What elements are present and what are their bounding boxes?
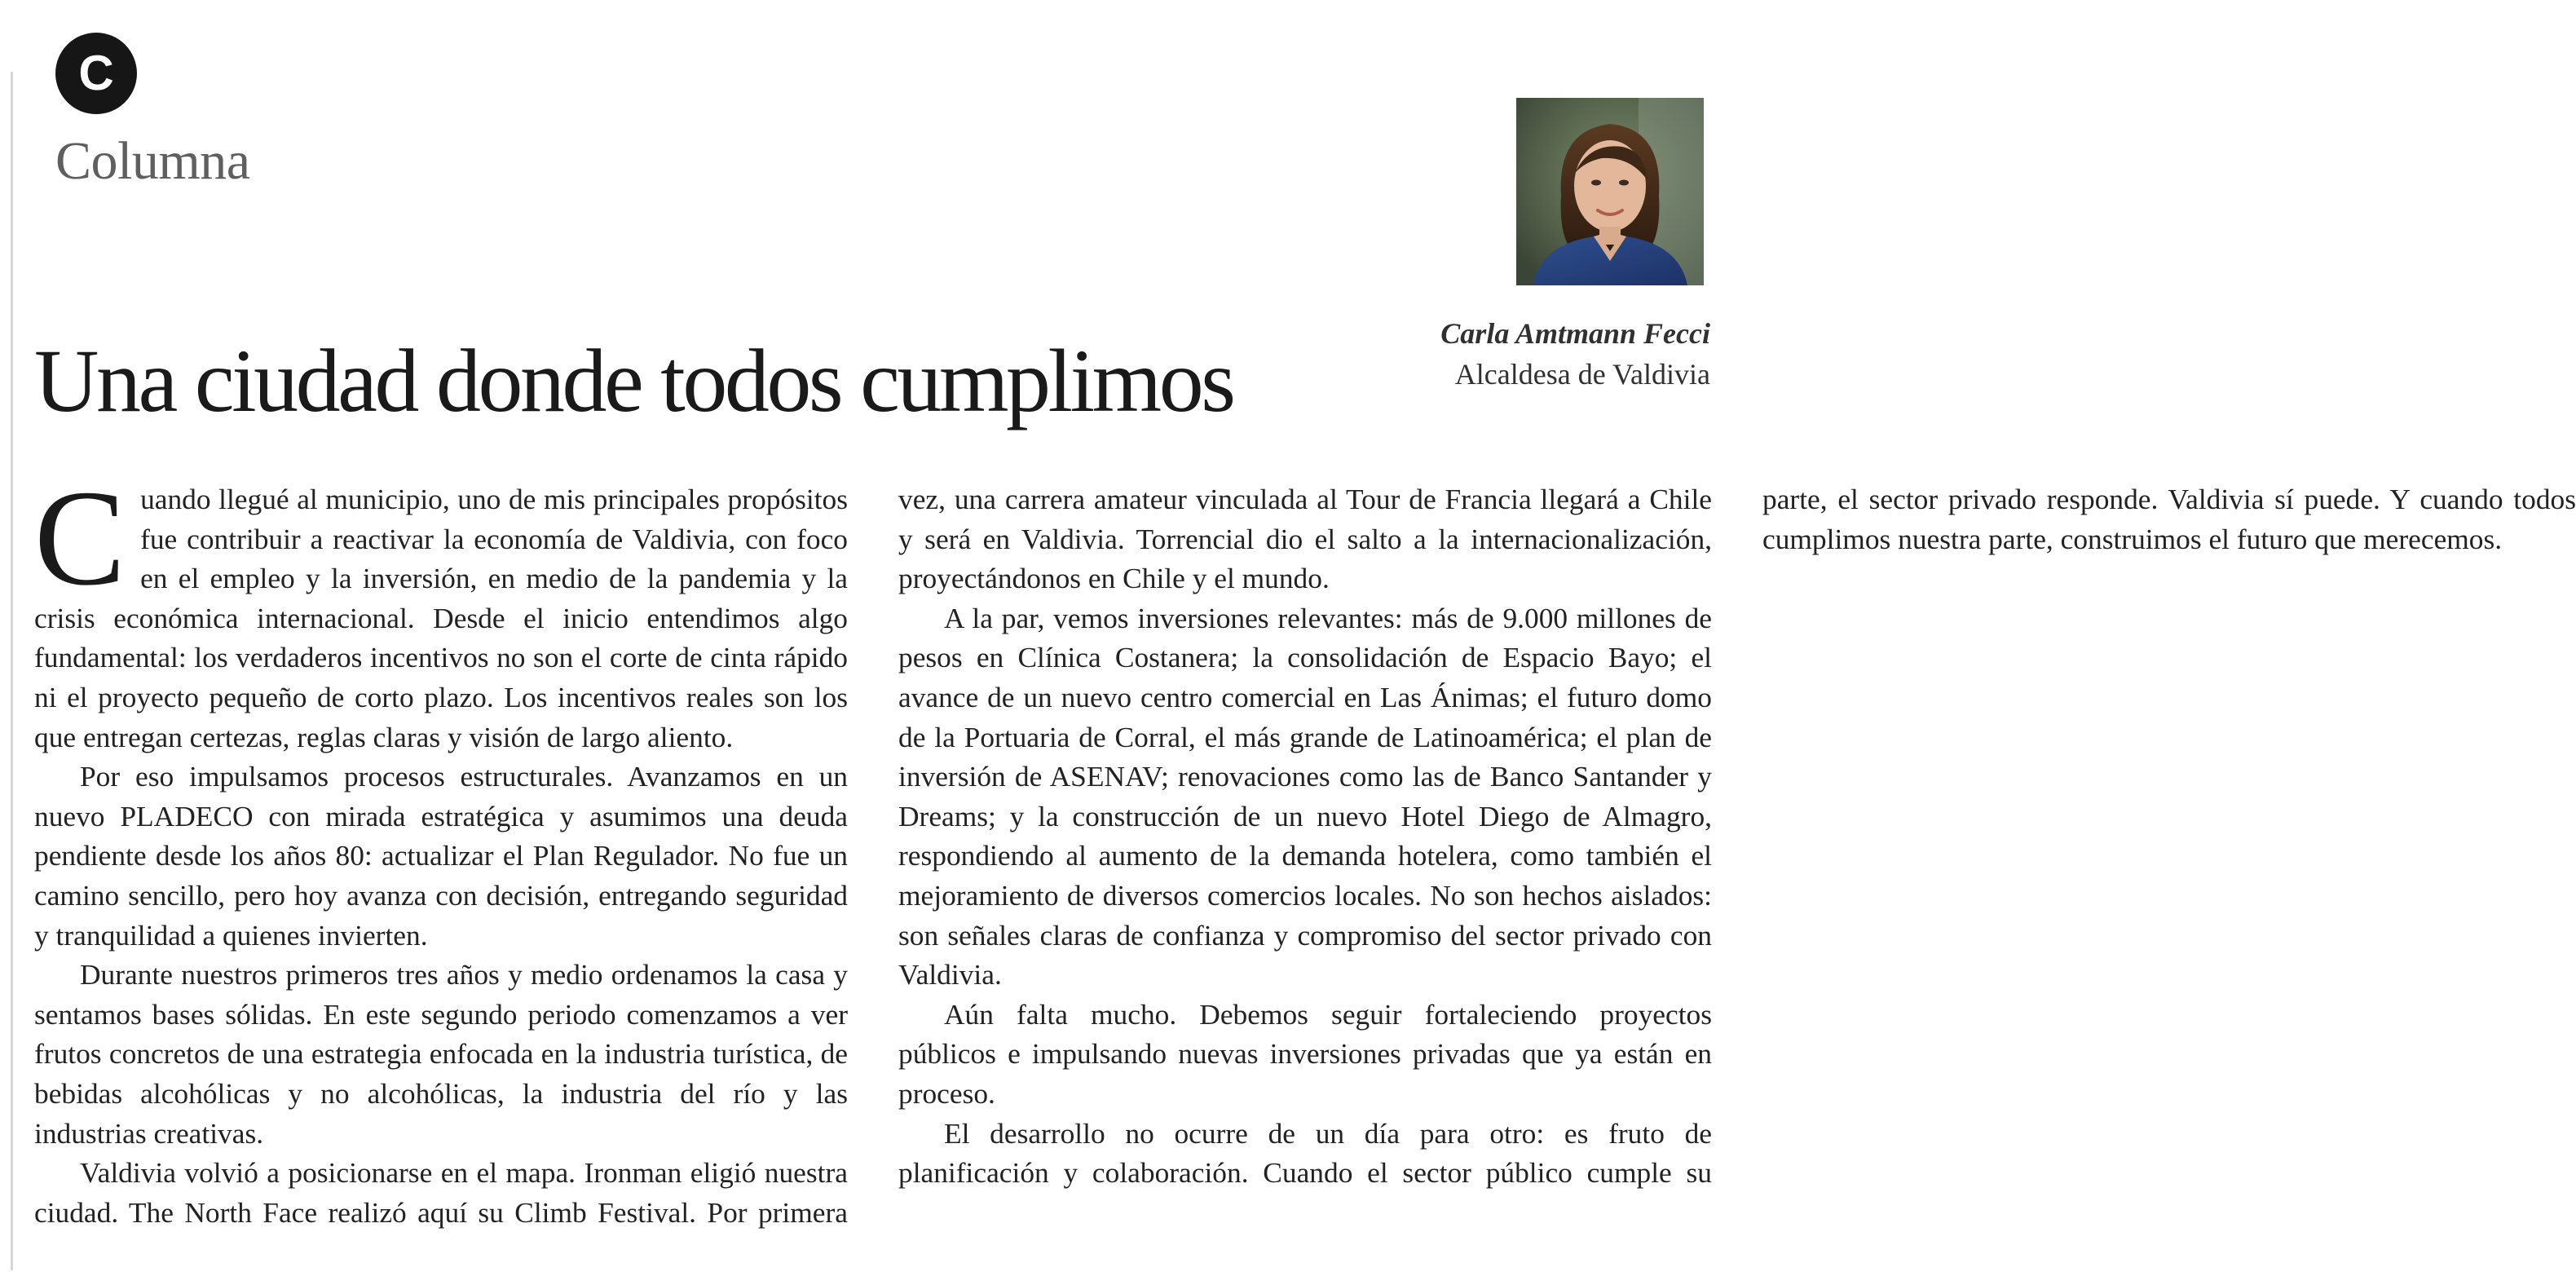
article-headline: Una ciudad donde todos cumplimos <box>34 331 1233 431</box>
author-photo <box>1516 98 1704 285</box>
article-paragraph: El desarrollo no ocurre de un día para otro: es fruto de planificación y colaboración. Cuando el sector público cumple su parte, el sector privado responde. Valdivia sí puede. Y cuando todos cumplimos nuestra parte, construimos el futuro que merecemos. <box>898 483 2576 1190</box>
first-paragraph-text: uando llegué al municipio, uno de mis principales propósitos fue contribuir a reactivar la economía de Valdivia, con foco en el empleo y la inversión, en medio de la pandemia y la crisis económica internacional. Desde el inicio entendimos algo fundamental: los verdaderos incentivos no son el corte de cinta rápido ni el proyecto pequeño de corto plazo. Los incentivos reales son los que entregan certezas, reglas claras y visión de largo aliento. <box>34 483 848 753</box>
left-margin-rule <box>11 72 13 1270</box>
section-badge-icon: C <box>55 33 137 114</box>
article-body <box>34 462 2576 1262</box>
article-paragraph: Valdivia volvió a posicionarse en el mapa. Ironman eligió nuestra ciudad. The North Face realizó aquí su Climb Festival. Por primera vez, una carrera amateur vinculada al Tour de Francia llegará a Chile y será en Valdivia. Torrencial dio el salto a la internacionalización, proyectándonos en Chile y el mundo. <box>34 483 1712 1229</box>
author-name: Carla Amtmann Fecci <box>1440 317 1710 350</box>
article-paragraph: A la par, vemos inversiones relevantes: más de 9.000 millones de pesos en Clínica Costanera; la consolidación de Espacio Bayo; el avance de un nuevo centro comercial en Las Ánimas; el futuro domo de la Portuaria de Corral, el más grande de Latinoamérica; el plan de inversión de ASENAV; renovaciones como las de Banco Santander y Dreams; y la construcción de un nuevo Hotel Diego de Almagro, respondiendo al aumento de la demanda hotelera, como también el mejoramiento de diversos comercios locales. No son hechos aislados: son señales claras de confianza y compromiso del sector privado con Valdivia. <box>898 601 1712 991</box>
article-paragraph: Por eso impulsamos procesos estructurales. Avanzamos en un nuevo PLADECO con mirada estratégica y asumimos una deuda pendiente desde los años 80: actualizar el Plan Regulador. No fue un camino sencillo, pero hoy avanza con decisión, entregando seguridad y tranquilidad a quienes invierten. <box>34 760 848 952</box>
article-paragraph <box>34 462 848 757</box>
author-role: Alcaldesa de Valdivia <box>1454 358 1710 391</box>
author-portrait-image <box>1516 98 1704 285</box>
drop-cap: C <box>34 462 126 614</box>
article-paragraph: Aún falta mucho. Debemos seguir fortaleciendo proyectos públicos e impulsando nuevas inversiones privadas que ya están en proceso. <box>898 997 1712 1110</box>
article-paragraph: Durante nuestros primeros tres años y medio ordenamos la casa y sentamos bases sólidas. En este segundo periodo comenzamos a ver frutos concretos de una estrategia enfocada en la industria turística, de bebidas alcohólicas y no alcohólicas, la industria del río y las industrias creativas. <box>34 958 848 1150</box>
section-label: Columna <box>55 131 250 191</box>
